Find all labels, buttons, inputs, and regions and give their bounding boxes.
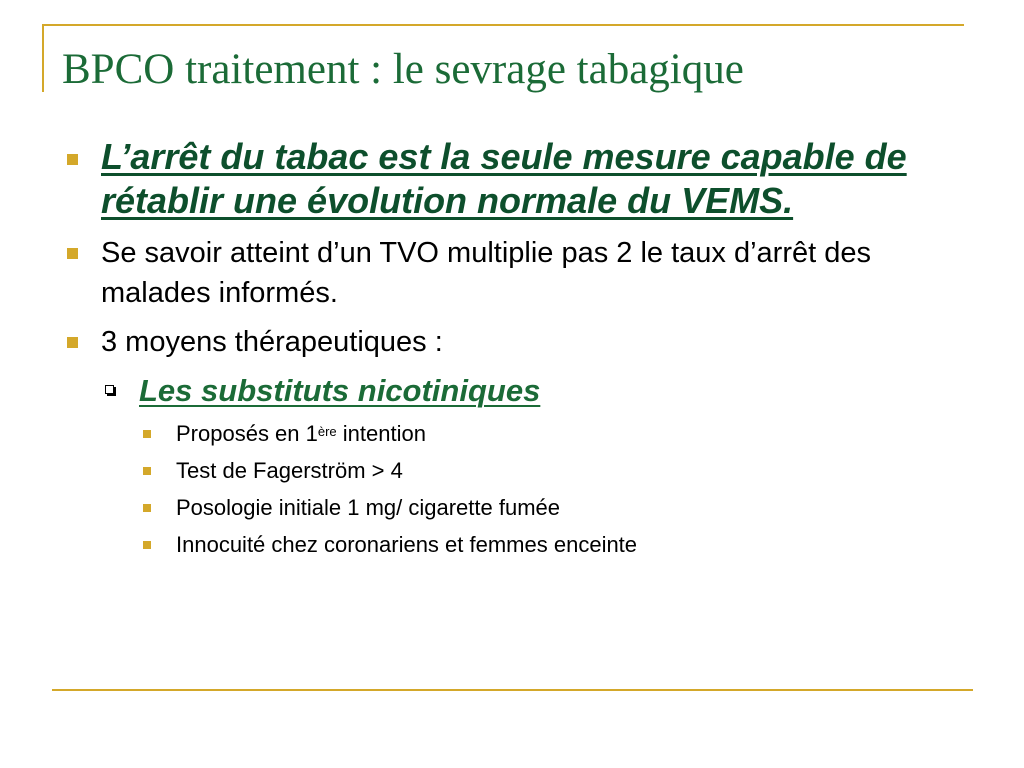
bullet-item-1-text: L’arrêt du tabac est la seule mesure capable de rétablir une évolution normale du VEMS.	[101, 136, 907, 221]
square-bullet-icon	[67, 154, 78, 165]
sub-bullet-item-2-text: Test de Fagerström > 4	[176, 458, 403, 483]
checkbox-bullet-icon	[105, 385, 114, 394]
sub-bullet-item-3	[62, 489, 942, 526]
sub-bullet-item-2	[62, 452, 942, 489]
bullet-item-3-text: 3 moyens thérapeutiques :	[101, 326, 443, 358]
top-divider-line	[42, 24, 964, 26]
slide-content	[62, 135, 942, 563]
sub-bullet-item-3-text: Posologie initiale 1 mg/ cigarette fumée	[176, 495, 560, 520]
small-square-bullet-icon	[143, 467, 151, 475]
sub-bullet-list	[62, 415, 942, 563]
subheading-item	[62, 372, 942, 410]
bullet-item-2-text: Se savoir atteint d’un TVO multiplie pas 2 le taux d’arrêt des malades informés.	[101, 237, 871, 309]
sub-bullet-item-4-text: Innocuité chez coronariens et femmes enceinte	[176, 532, 638, 557]
small-square-bullet-icon	[143, 430, 151, 438]
sub-bullet-item-4	[62, 526, 942, 563]
bullet-item-3	[62, 322, 942, 362]
square-bullet-icon	[67, 337, 78, 348]
subheading-text: Les substituts nicotiniques	[139, 373, 541, 408]
bullet-item-1	[62, 135, 942, 223]
sub-bullet-item-1	[62, 415, 942, 452]
sub-bullet-item-1-suffix: intention	[336, 421, 426, 446]
sub-bullet-item-1-superscript: ère	[317, 424, 337, 439]
small-square-bullet-icon	[143, 541, 151, 549]
square-bullet-icon	[67, 248, 78, 259]
slide-title: BPCO traitement : le sevrage tabagique	[62, 46, 744, 93]
small-square-bullet-icon	[143, 504, 151, 512]
bottom-divider-line	[52, 689, 973, 691]
bullet-item-2	[62, 233, 942, 313]
left-divider-line	[42, 24, 44, 92]
sub-bullet-item-1-prefix: Proposés en 1	[176, 421, 318, 446]
